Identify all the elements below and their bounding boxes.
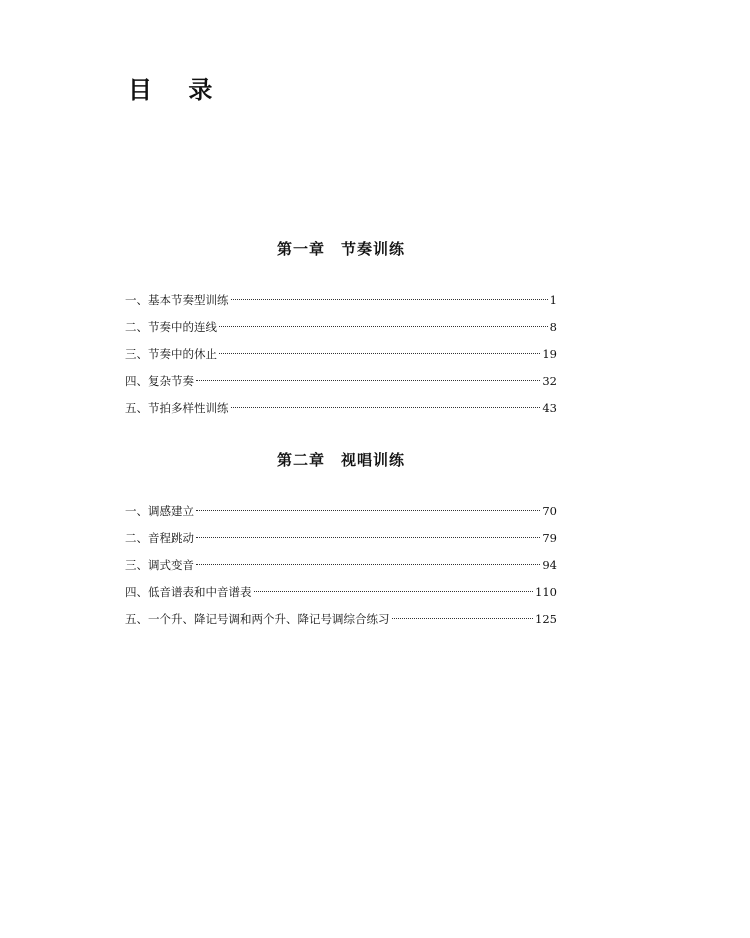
toc-entry-label: 一、基本节奏型训练	[125, 293, 229, 307]
toc-entry-label: 三、调式变音	[125, 558, 194, 572]
toc-page-number: 110	[535, 585, 557, 599]
toc-entry[interactable]	[125, 395, 557, 422]
dot-leader	[231, 299, 548, 300]
dot-leader	[196, 380, 540, 381]
toc-list	[125, 498, 557, 633]
chapter-section	[125, 234, 557, 422]
dot-leader	[196, 537, 540, 538]
toc-page-number: 94	[542, 558, 557, 572]
toc-page-number: 43	[542, 401, 557, 415]
chapter-number: 第一章	[276, 240, 325, 258]
dot-leader	[196, 510, 540, 511]
chapter-name: 视唱训练	[341, 451, 406, 469]
toc-entry[interactable]	[125, 314, 557, 341]
toc-entry[interactable]	[125, 552, 557, 579]
dot-leader	[231, 407, 541, 408]
chapter-name: 节奏训练	[341, 240, 406, 258]
page-title: 目 录	[128, 76, 227, 104]
dot-leader	[196, 564, 540, 565]
toc-entry-label: 五、一个升、降记号调和两个升、降记号调综合练习	[125, 612, 390, 626]
dot-leader	[219, 326, 548, 327]
toc-entry[interactable]	[125, 498, 557, 525]
toc-page-number: 8	[549, 320, 557, 334]
chapter-title	[125, 445, 557, 475]
toc-list	[125, 287, 557, 422]
toc-entry[interactable]	[125, 525, 557, 552]
toc-page-number: 19	[542, 347, 557, 361]
toc-page-number: 1	[549, 293, 557, 307]
toc-entry-label: 二、节奏中的连线	[125, 320, 217, 334]
chapter-section	[125, 445, 557, 633]
toc-entry-label: 四、复杂节奏	[125, 374, 194, 388]
toc-entry-label: 五、节拍多样性训练	[125, 401, 229, 415]
toc-entry-label: 二、音程跳动	[125, 531, 194, 545]
toc-entry-label: 四、低音谱表和中音谱表	[125, 585, 252, 599]
dot-leader	[219, 353, 540, 354]
toc-page-number: 70	[542, 504, 557, 518]
toc-entry[interactable]	[125, 579, 557, 606]
toc-entry[interactable]	[125, 287, 557, 314]
dot-leader	[392, 618, 534, 619]
chapter-title	[125, 234, 557, 264]
toc-entry-label: 一、调感建立	[125, 504, 194, 518]
toc-entry[interactable]	[125, 341, 557, 368]
dot-leader	[254, 591, 534, 592]
chapter-number: 第二章	[276, 451, 325, 469]
toc-entry-label: 三、节奏中的休止	[125, 347, 217, 361]
toc-entry[interactable]	[125, 606, 557, 633]
toc-page-number: 125	[535, 612, 557, 626]
toc-page-number: 32	[542, 374, 557, 388]
toc-entry[interactable]	[125, 368, 557, 395]
toc-page-number: 79	[542, 531, 557, 545]
